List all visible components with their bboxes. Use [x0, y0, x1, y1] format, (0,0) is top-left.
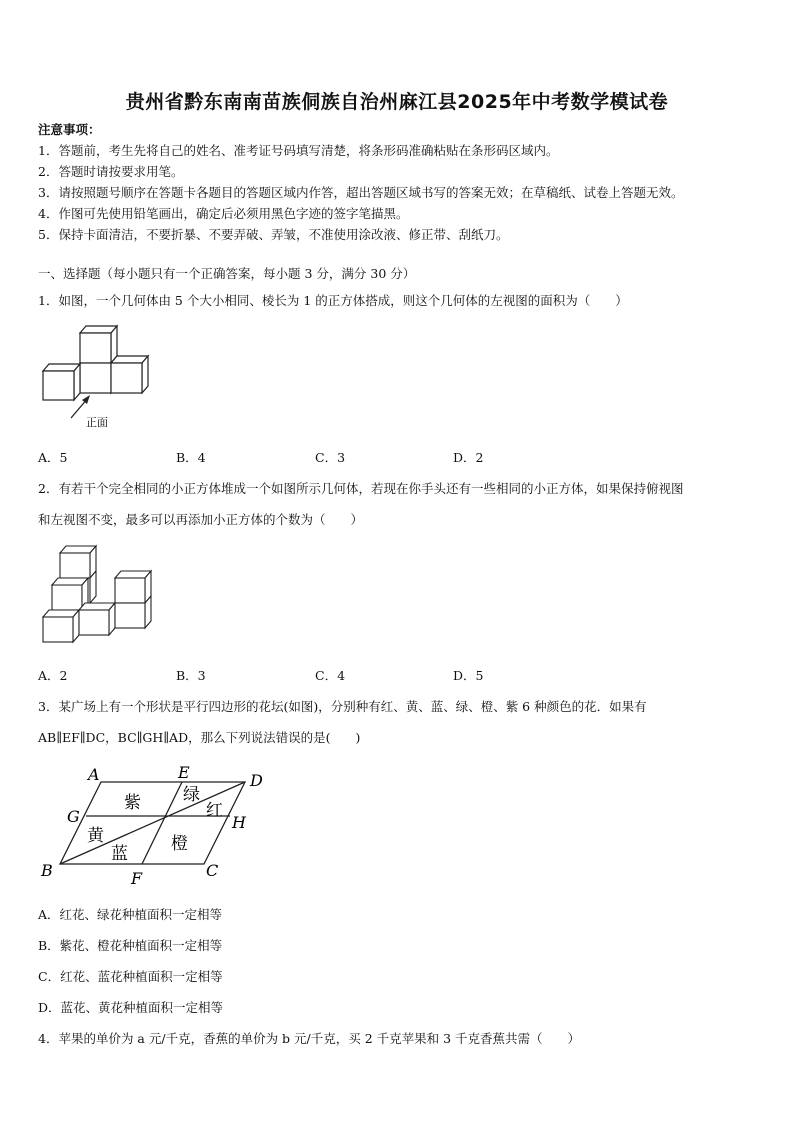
question-3-stem: AB∥EF∥DC，BC∥GH∥AD，那么下列说法错误的是( )	[38, 730, 361, 745]
option-d[interactable]: D．5	[453, 668, 484, 683]
region-yellow: 黄	[87, 826, 104, 846]
question-2-figure	[38, 538, 156, 652]
question-2-stem: 2．有若干个完全相同的小正方体堆成一个如图所示几何体，若现在你手头还有一些相同的小正方体，如果保持俯视图	[38, 481, 684, 496]
option-b[interactable]: B．4	[176, 450, 206, 465]
question-1-stem: 1．如图，一个几何体由 5 个大小相同、棱长为 1 的正方体搭成，则这个几何体的左视图的面积为（ ）	[38, 293, 628, 308]
region-orange: 橙	[171, 834, 188, 854]
region-red: 红	[206, 801, 223, 821]
question-3-figure	[38, 760, 278, 886]
question-2-stem: 和左视图不变，最多可以再添加小正方体的个数为（ ）	[38, 512, 364, 527]
option-b[interactable]: B．紫花、橙花种植面积一定相等	[38, 938, 223, 953]
notice-item: 3．请按照题号顺序在答题卡各题目的答题区域内作答，超出答题区域书写的答案无效；在草稿纸、试卷上答题无效。	[38, 185, 684, 200]
notice-item: 1．答题前，考生先将自己的姓名、准考证号码填写清楚，将条形码准确粘贴在条形码区域内。	[38, 143, 559, 158]
region-green: 绿	[183, 785, 200, 805]
notice-heading: 注意事项：	[38, 122, 101, 137]
vertex-b: B	[41, 861, 53, 880]
vertex-a: A	[88, 765, 100, 784]
region-purple: 紫	[124, 793, 141, 813]
vertex-c: C	[206, 861, 219, 880]
option-c[interactable]: C．4	[315, 668, 346, 683]
notice-item: 2．答题时请按要求用笔。	[38, 164, 184, 179]
vertex-f: F	[131, 869, 143, 886]
region-blue: 蓝	[111, 844, 128, 864]
option-a[interactable]: A．2	[38, 668, 68, 683]
notice-item: 4．作图可先使用铅笔画出，确定后必须用黑色字迹的签字笔描黑。	[38, 206, 409, 221]
vertex-h: H	[232, 813, 246, 832]
vertex-d: D	[250, 771, 263, 790]
vertex-e: E	[178, 763, 190, 782]
vertex-g: G	[67, 807, 80, 826]
option-b[interactable]: B．3	[176, 668, 206, 683]
option-a[interactable]: A．5	[38, 450, 68, 465]
option-a[interactable]: A．红花、绿花种植面积一定相等	[38, 907, 223, 922]
option-c[interactable]: C．红花、蓝花种植面积一定相等	[38, 969, 223, 984]
notice-item: 5．保持卡面清洁，不要折暴、不要弄破、弄皱，不准使用涂改液、修正带、刮纸刀。	[38, 227, 509, 242]
option-d[interactable]: D．2	[453, 450, 484, 465]
question-1-figure	[38, 318, 150, 434]
option-d[interactable]: D．蓝花、黄花种植面积一定相等	[38, 1000, 224, 1015]
page-title: 贵州省黔东南南苗族侗族自治州麻江县2025年中考数学模试卷	[125, 91, 669, 113]
question-3-stem: 3．某广场上有一个形状是平行四边形的花坛(如图)，分别种有红、黄、蓝、绿、橙、紫 6 种颜色的花．如果有	[38, 699, 647, 714]
section-heading: 一、选择题（每小题只有一个正确答案，每小题 3 分，满分 30 分）	[38, 266, 416, 281]
question-4-stem: 4．苹果的单价为 a 元/千克，香蕉的单价为 b 元/千克，买 2 千克苹果和 3 千克香蕉共需（ ）	[38, 1031, 581, 1046]
front-label: 正面	[86, 416, 108, 429]
option-c[interactable]: C．3	[315, 450, 346, 465]
